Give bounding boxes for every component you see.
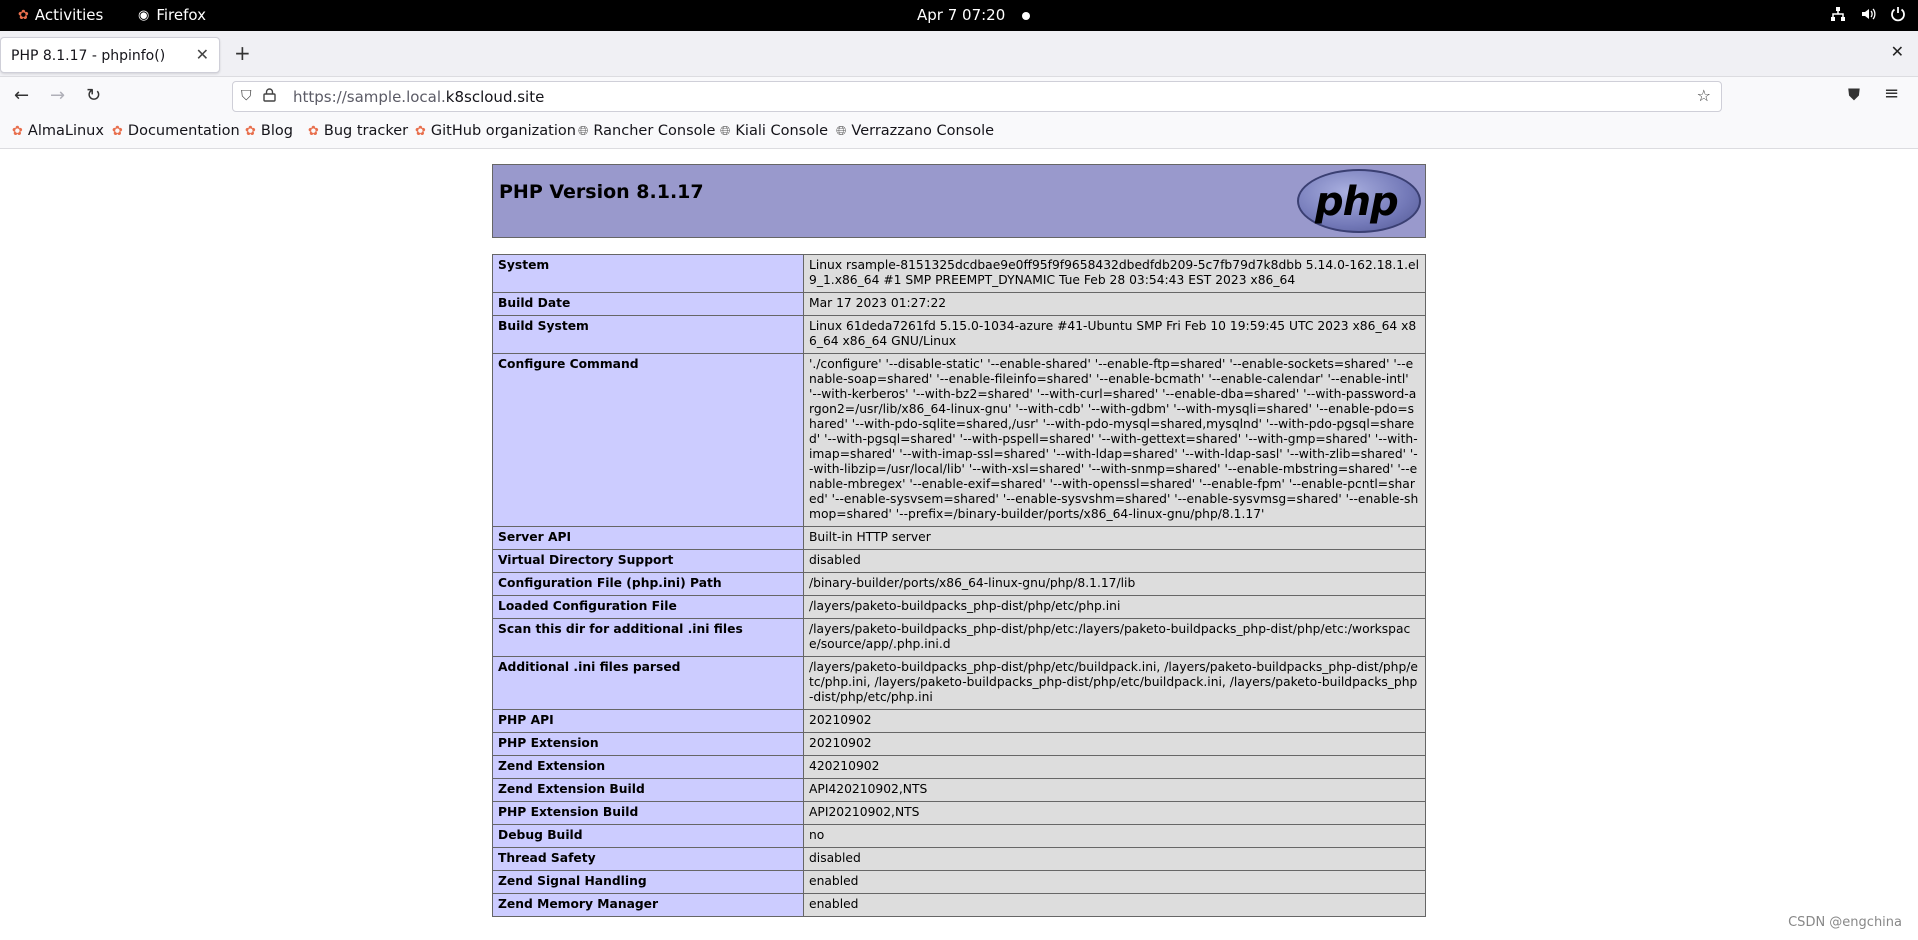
bookmark-verrazzano-console[interactable] <box>836 123 994 139</box>
row-value: /layers/paketo-buildpacks_php-dist/php/etc:/layers/paketo-buildpacks_php-dist/php/etc:/workspace/source/app/.php.ini.d <box>804 619 1426 657</box>
table-row <box>493 733 1426 756</box>
bookmark-star-icon[interactable]: ☆ <box>1696 86 1711 105</box>
row-key: Loaded Configuration File <box>493 596 804 619</box>
url-domain: k8scloud.site <box>445 88 545 106</box>
row-key: PHP Extension <box>493 733 804 756</box>
row-value: Mar 17 2023 01:27:22 <box>804 293 1426 316</box>
row-value: enabled <box>804 871 1426 894</box>
row-key: Build Date <box>493 293 804 316</box>
app-menu-firefox[interactable] <box>138 6 206 24</box>
bookmark-kiali-console[interactable] <box>720 123 828 139</box>
notification-dot <box>1022 12 1030 20</box>
navigation-toolbar <box>0 77 1918 117</box>
url-prefix: https://sample.local. <box>293 88 446 106</box>
row-key: Debug Build <box>493 825 804 848</box>
row-value: enabled <box>804 894 1426 917</box>
reload-icon[interactable]: ↻ <box>86 85 102 106</box>
tab-title: PHP 8.1.17 - phpinfo() <box>11 48 166 64</box>
row-value: Linux 61deda7261fd 5.15.0-1034-azure #41-Ubuntu SMP Fri Feb 10 19:59:45 UTC 2023 x86_64 x86_64 x86_64 GNU/Linux <box>804 316 1426 354</box>
bookmark-documentation[interactable] <box>112 123 240 139</box>
table-row <box>493 756 1426 779</box>
row-key: Zend Extension <box>493 756 804 779</box>
watermark: CSDN @engchina <box>1788 915 1902 930</box>
php-logo-text: php <box>1315 179 1398 225</box>
table-row <box>493 657 1426 710</box>
tab-close-icon[interactable]: ✕ <box>195 45 209 64</box>
window-close-icon[interactable]: ✕ <box>1890 42 1904 61</box>
table-row <box>493 825 1426 848</box>
row-value: /layers/paketo-buildpacks_php-dist/php/etc/buildpack.ini, /layers/paketo-buildpacks_php-dist/php/etc/php.ini, /layers/paketo-buildpacks_php-dist/php/etc/buildpack.ini, /layers/paketo-buildpacks_php-dist/php/etc/php.ini <box>804 657 1426 710</box>
forward-arrow-icon[interactable]: → <box>50 85 66 106</box>
firefox-icon: ◉ <box>138 7 150 23</box>
table-row <box>493 573 1426 596</box>
row-key: Virtual Directory Support <box>493 550 804 573</box>
row-key: Additional .ini files parsed <box>493 657 804 710</box>
lock-icon[interactable] <box>263 88 276 106</box>
bookmark-label: GitHub organization <box>430 123 576 139</box>
table-row <box>493 354 1426 527</box>
network-icon <box>1830 6 1846 22</box>
row-key: Zend Memory Manager <box>493 894 804 917</box>
tab-strip <box>0 31 1918 77</box>
row-key: Zend Signal Handling <box>493 871 804 894</box>
row-key: Build System <box>493 316 804 354</box>
row-key: Zend Extension Build <box>493 779 804 802</box>
back-arrow-icon[interactable]: ← <box>14 85 30 106</box>
activities-icon: ✿ <box>18 7 29 23</box>
new-tab-button[interactable]: + <box>234 41 251 65</box>
row-value: API20210902,NTS <box>804 802 1426 825</box>
globe-icon: 🌐︎ <box>720 123 731 139</box>
row-key: PHP Extension Build <box>493 802 804 825</box>
bookmark-label: Verrazzano Console <box>851 123 995 139</box>
row-value: no <box>804 825 1426 848</box>
bookmark-rancher-console[interactable] <box>578 123 715 139</box>
power-icon <box>1890 6 1906 22</box>
row-value: 20210902 <box>804 733 1426 756</box>
system-tray[interactable] <box>1830 6 1906 22</box>
globe-icon: 🌐︎ <box>836 123 847 139</box>
bookmarks-toolbar <box>0 117 1918 149</box>
row-value: /binary-builder/ports/x86_64-linux-gnu/php/8.1.17/lib <box>804 573 1426 596</box>
row-value: Built-in HTTP server <box>804 527 1426 550</box>
volume-icon <box>1860 6 1876 22</box>
almalinux-icon: ✿ <box>415 123 426 139</box>
row-value: disabled <box>804 848 1426 871</box>
row-value: /layers/paketo-buildpacks_php-dist/php/etc/php.ini <box>804 596 1426 619</box>
table-row <box>493 871 1426 894</box>
row-value: 420210902 <box>804 756 1426 779</box>
url-bar[interactable] <box>232 81 1722 112</box>
bookmark-label: Kiali Console <box>735 123 829 139</box>
almalinux-icon: ✿ <box>308 123 319 139</box>
bookmark-almalinux[interactable] <box>12 123 104 139</box>
table-row <box>493 293 1426 316</box>
clock[interactable]: Apr 7 07:20 <box>917 6 1006 24</box>
row-key: Configure Command <box>493 354 804 527</box>
bookmark-label: Bug tracker <box>323 123 409 139</box>
system-top-bar <box>0 0 1918 31</box>
bookmark-blog[interactable] <box>245 123 293 139</box>
phpinfo-header <box>492 164 1426 238</box>
table-row <box>493 894 1426 917</box>
row-value: API420210902,NTS <box>804 779 1426 802</box>
row-key: PHP API <box>493 710 804 733</box>
table-row <box>493 802 1426 825</box>
row-key: Configuration File (php.ini) Path <box>493 573 804 596</box>
phpinfo-table <box>492 254 1426 917</box>
app-label: Firefox <box>156 6 206 24</box>
row-key: Server API <box>493 527 804 550</box>
row-key: Thread Safety <box>493 848 804 871</box>
row-key: Scan this dir for additional .ini files <box>493 619 804 657</box>
bookmark-label: AlmaLinux <box>27 123 104 139</box>
tab-phpinfo[interactable] <box>0 37 220 73</box>
table-row <box>493 779 1426 802</box>
table-row <box>493 316 1426 354</box>
almalinux-icon: ✿ <box>245 123 256 139</box>
bookmark-github-organization[interactable] <box>415 123 576 139</box>
row-value: disabled <box>804 550 1426 573</box>
activities-label: Activities <box>34 6 104 24</box>
hamburger-menu-icon[interactable]: ≡ <box>1884 83 1900 104</box>
table-row <box>493 255 1426 293</box>
row-value: './configure' '--disable-static' '--enable-shared' '--enable-ftp=shared' '--enable-sockets=shared' '--enable-soap=shared' '--enable-fileinfo=shared' '--enable-bcmath' '--enable-calendar' '--enable-intl' '--with-kerberos' '--with-bz2=shared' '--with-curl=shared' '--enable-dba=shared' '--with-password-argon2=/usr/lib/x86_64-linux-gnu' '--with-cdb' '--with-gdbm' '--with-mysqli=shared' '--enable-pdo=shared' '--with-pdo-sqlite=shared,/usr' '--with-pdo-mysql=shared,mysqlnd' '--with-pdo-pgsql=shared' '--with-pgsql=shared' '--with-pspell=shared' '--with-gettext=shared' '--with-gmp=shared' '--with-imap=shared' '--with-imap-ssl=shared' '--with-ldap=shared' '--with-ldap-sasl' '--with-zlib=shared' '--with-libzip=/usr/local/lib' '--with-xsl=shared' '--with-snmp=shared' '--enable-mbstring=shared' '--enable-mbregex' '--enable-exif=shared' '--with-openssl=shared' '--enable-fpm' '--enable-pcntl=shared' '--enable-sysvsem=shared' '--enable-sysvshm=shared' '--enable-sysvmsg=shared' '--enable-shmop=shared' '--prefix=/binary-builder/ports/x86_64-linux-gnu/php/8.1.17' <box>804 354 1426 527</box>
bookmark-label: Documentation <box>127 123 240 139</box>
almalinux-icon: ✿ <box>112 123 123 139</box>
row-key: System <box>493 255 804 293</box>
table-row <box>493 710 1426 733</box>
pocket-icon[interactable]: ⛊ <box>1848 85 1861 104</box>
table-row <box>493 596 1426 619</box>
row-value: 20210902 <box>804 710 1426 733</box>
activities-button[interactable] <box>18 6 103 24</box>
table-row <box>493 550 1426 573</box>
bookmark-label: Blog <box>260 123 293 139</box>
page-title: PHP Version 8.1.17 <box>499 181 704 203</box>
row-value: Linux rsample-8151325dcdbae9e0ff95f9f9658432dbedfdb209-5c7fb79d7k8dbb 5.14.0-162.18.1.el9_1.x86_64 #1 SMP PREEMPT_DYNAMIC Tue Feb 28 03:54:43 EST 2023 x86_64 <box>804 255 1426 293</box>
almalinux-icon: ✿ <box>12 123 23 139</box>
url-text[interactable] <box>293 88 544 106</box>
table-row <box>493 848 1426 871</box>
table-row <box>493 619 1426 657</box>
php-logo[interactable] <box>1297 169 1421 233</box>
table-row <box>493 527 1426 550</box>
bookmark-bug-tracker[interactable] <box>308 123 408 139</box>
page-content <box>0 150 1918 940</box>
tracking-shield-icon[interactable]: ⛉ <box>241 88 252 104</box>
globe-icon: 🌐︎ <box>578 123 589 139</box>
bookmark-label: Rancher Console <box>593 123 716 139</box>
